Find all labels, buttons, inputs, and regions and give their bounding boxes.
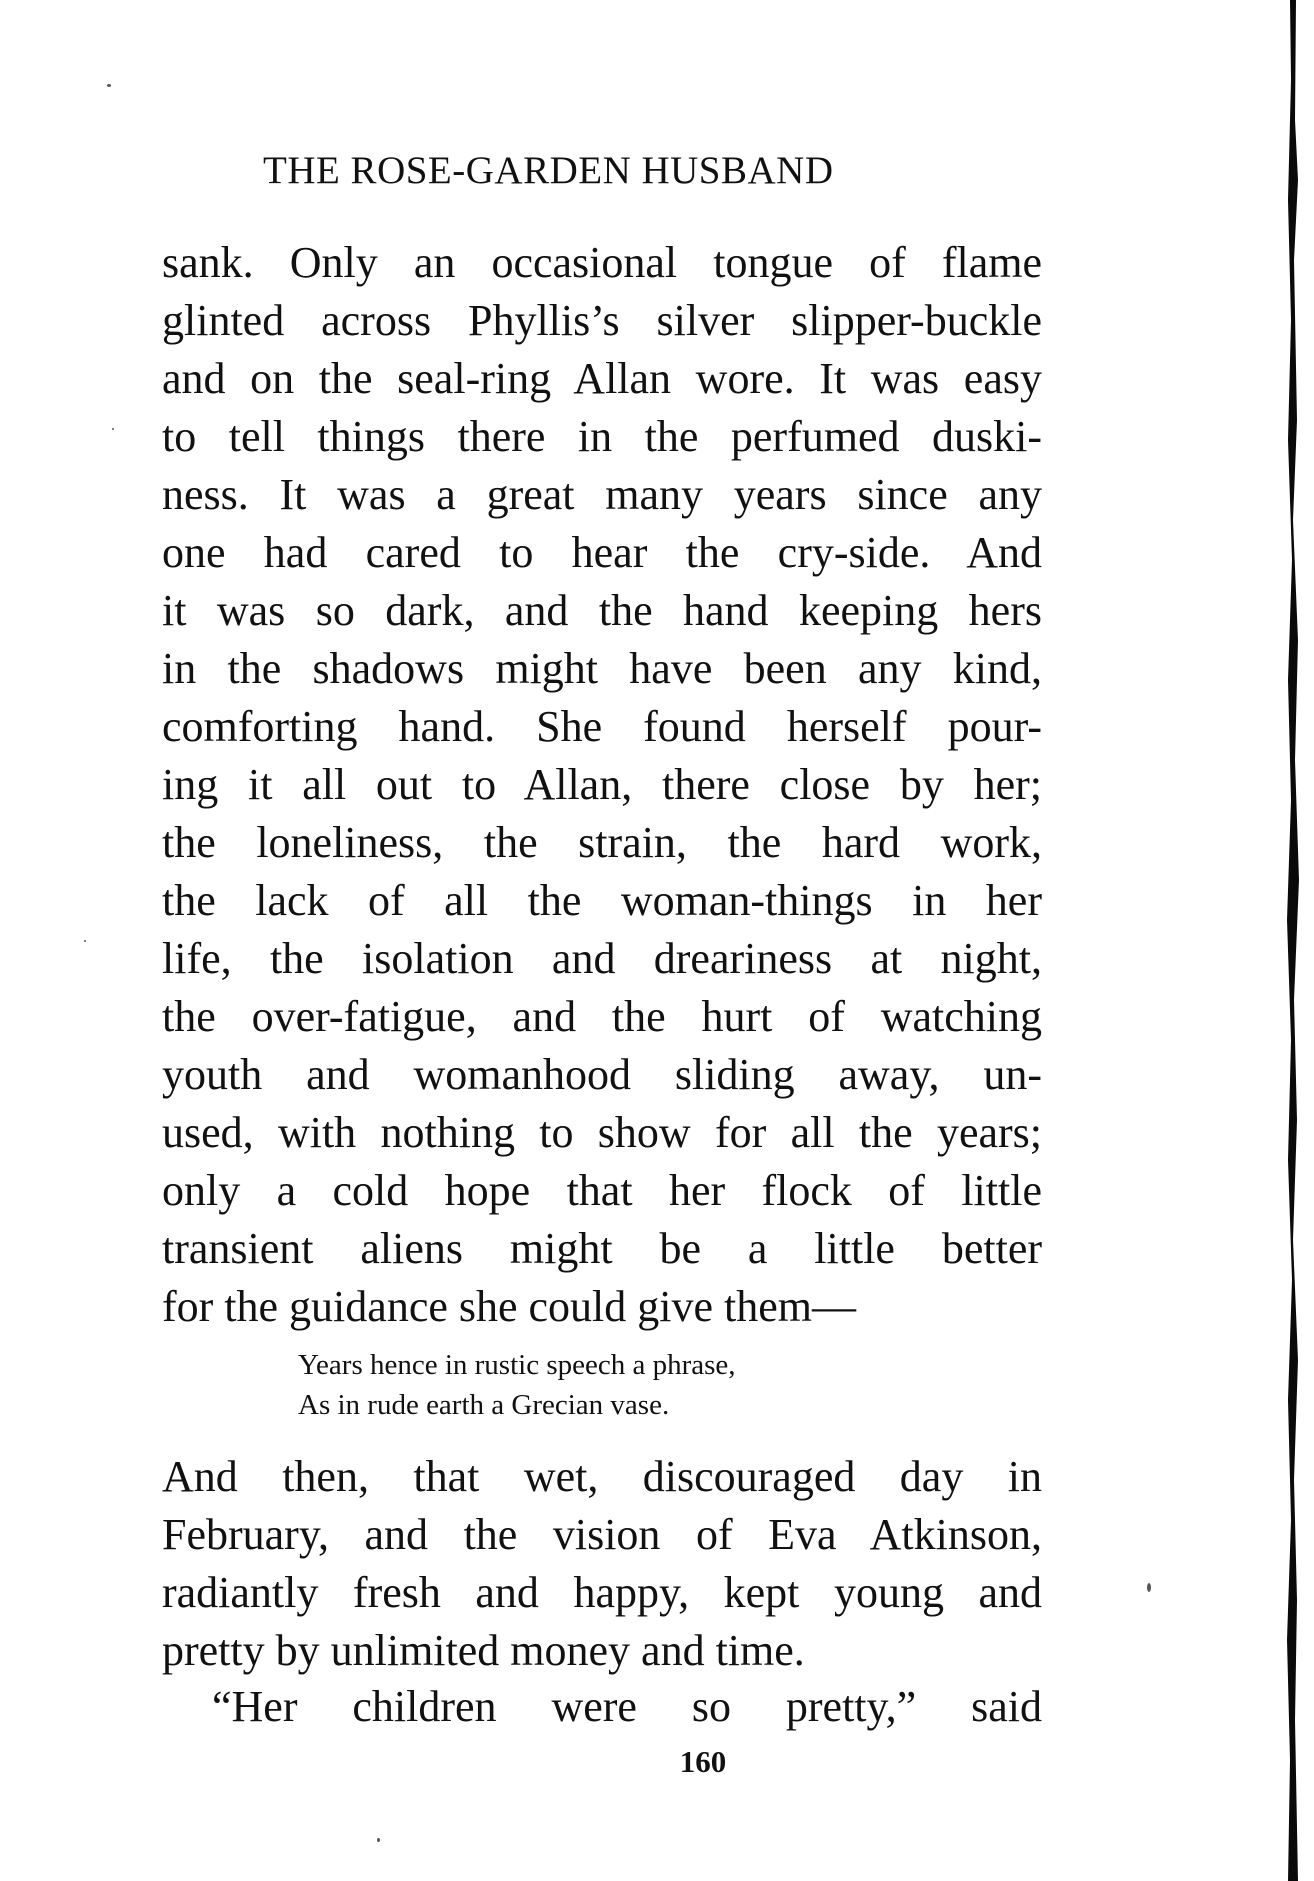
paper-speck	[112, 428, 114, 430]
text-line: And then, that wet, discouraged day in	[162, 1452, 1042, 1501]
binding-edge-shadow	[1282, 0, 1302, 1881]
text-line: pretty by unlimited money and time.	[162, 1626, 805, 1675]
text-line: only a cold hope that her flock of little	[162, 1166, 1042, 1215]
text-line: glinted across Phyllis’s silver slipper-buckle	[162, 296, 1042, 345]
text-line: the lack of all the woman-things in her	[162, 876, 1042, 925]
text-line: ness. It was a great many years since any	[162, 470, 1042, 519]
text-line: to tell things there in the perfumed duski-	[162, 412, 1042, 461]
text-line: “Her children were so pretty,” said	[212, 1682, 1042, 1731]
paper-speck	[1147, 1583, 1151, 1592]
text-line: the over-fatigue, and the hurt of watching	[162, 992, 1042, 1041]
paper-speck	[377, 1838, 380, 1842]
text-line: the loneliness, the strain, the hard work,	[162, 818, 1042, 867]
text-line: February, and the vision of Eva Atkinson,	[162, 1510, 1042, 1559]
text-line: comforting hand. She found herself pour-	[162, 702, 1042, 751]
text-line: sank. Only an occasional tongue of flame	[162, 238, 1042, 287]
paragraph-1	[162, 234, 1042, 1336]
verse-quotation	[298, 1345, 736, 1425]
text-line: ing it all out to Allan, there close by her;	[162, 760, 1042, 809]
paper-speck	[107, 84, 111, 87]
paragraph-3	[162, 1678, 1042, 1736]
text-line: and on the seal-ring Allan wore. It was easy	[162, 354, 1042, 403]
text-line: radiantly fresh and happy, kept young and	[162, 1568, 1042, 1617]
text-line: in the shadows might have been any kind,	[162, 644, 1042, 693]
verse-line: As in rude earth a Grecian vase.	[298, 1389, 670, 1421]
text-line: transient aliens might be a little better	[162, 1224, 1042, 1273]
paragraph-2	[162, 1448, 1042, 1680]
binding-edge-path	[1287, 0, 1299, 1881]
paper-speck	[84, 940, 86, 942]
text-line: used, with nothing to show for all the years;	[162, 1108, 1042, 1157]
verse-line: Years hence in rustic speech a phrase,	[298, 1349, 736, 1381]
text-line: it was so dark, and the hand keeping hers	[162, 586, 1042, 635]
page-number: 160	[679, 1744, 727, 1779]
running-head: THE ROSE-GARDEN HUSBAND	[263, 149, 834, 192]
text-line: youth and womanhood sliding away, un-	[162, 1050, 1042, 1099]
text-line: for the guidance she could give them—	[162, 1282, 857, 1331]
text-line: one had cared to hear the cry-side. And	[162, 528, 1042, 577]
text-line: life, the isolation and dreariness at night,	[162, 934, 1042, 983]
